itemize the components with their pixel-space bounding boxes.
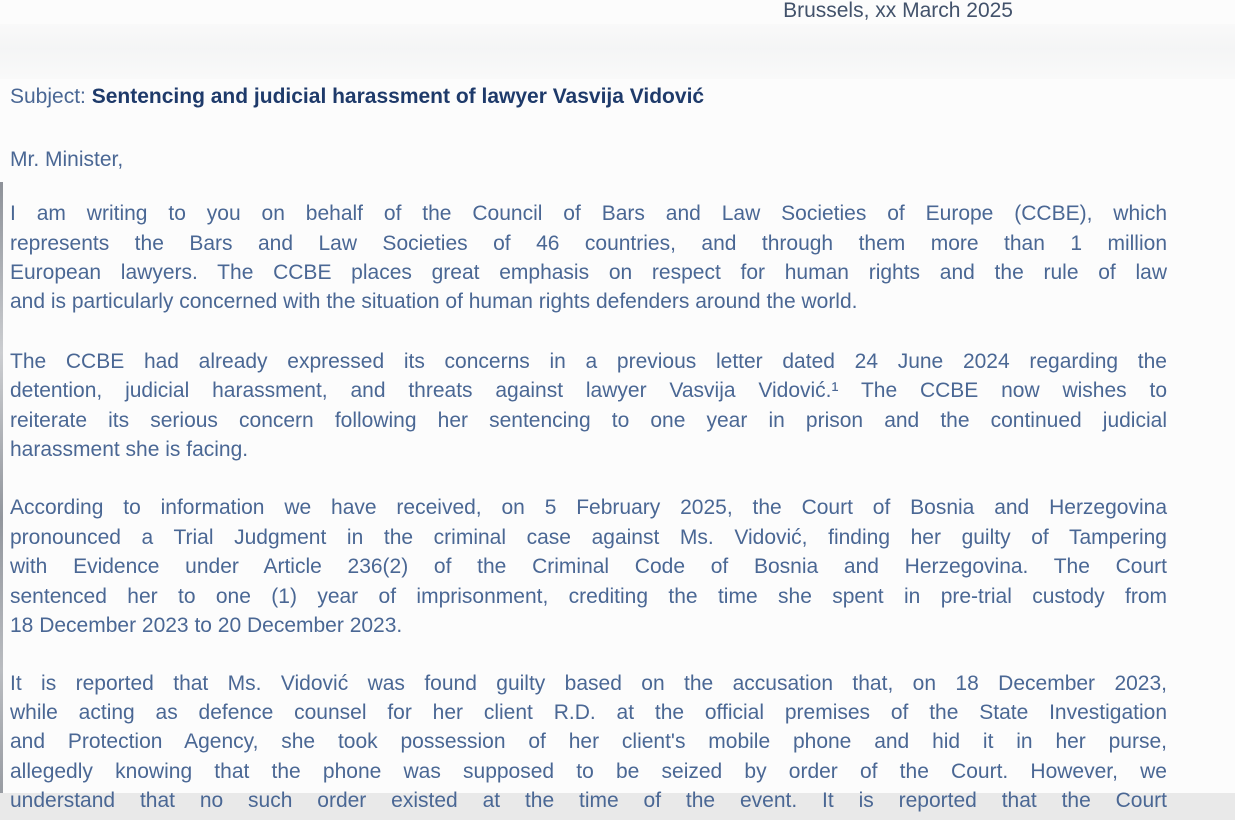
paragraph-2 — [10, 347, 1167, 465]
subject-title: Sentencing and judicial harassment of lawyer Vasvija Vidović — [91, 85, 705, 109]
text-line: The CCBE had already expressed its concerns in a previous letter dated 24 June 2024 regarding the — [10, 349, 1167, 373]
paragraph-3 — [10, 493, 1167, 640]
text-line: and Protection Agency, she took possession of her client's mobile phone and hid it in her purse, — [10, 730, 1167, 754]
subject-label: Subject: — [10, 85, 86, 109]
text-line: I am writing to you on behalf of the Council of Bars and Law Societies of Europe (CCBE), which — [10, 202, 1167, 226]
text-line: allegedly knowing that the phone was supposed to be seized by order of the Court. However, we — [10, 759, 1167, 783]
subject-line — [10, 82, 1167, 111]
text-line: European lawyers. The CCBE places great emphasis on respect for human rights and the rule of law — [10, 261, 1167, 285]
text-line: sentenced her to one (1) year of imprisonment, crediting the time she spent in pre-trial custody from — [10, 584, 1167, 608]
paragraph-1 — [10, 199, 1167, 317]
text-line: and is particularly concerned with the situation of human rights defenders around the world. — [10, 290, 858, 314]
text-line: detention, judicial harassment, and threats against lawyer Vasvija Vidović.¹ The CCBE now wishes to — [10, 379, 1167, 403]
text-line: with Evidence under Article 236(2) of the Criminal Code of Bosnia and Herzegovina. The Court — [10, 555, 1167, 579]
salutation: Mr. Minister, — [10, 147, 124, 171]
paragraph-4 — [10, 669, 1167, 816]
text-line: It is reported that Ms. Vidović was found guilty based on the accusation that, on 18 December 2023, — [10, 671, 1167, 695]
text-line: represents the Bars and Law Societies of 46 countries, and through them more than 1 million — [10, 231, 1167, 255]
text-line: 18 December 2023 to 20 December 2023. — [10, 614, 403, 638]
text-line: harassment she is facing. — [10, 438, 249, 462]
dateline: Brussels, xx March 2025 — [783, 0, 1013, 22]
text-line: reiterate its serious concern following her sentencing to one year in prison and the continued judicial — [10, 408, 1167, 432]
text-line: According to information we have received, on 5 February 2025, the Court of Bosnia and Herzegovina — [10, 496, 1167, 520]
text-line: understand that no such order existed at the time of the event. It is reported that the Court — [10, 789, 1167, 813]
text-line: while acting as defence counsel for her client R.D. at the official premises of the State Investigation — [10, 700, 1167, 724]
text-line: pronounced a Trial Judgment in the criminal case against Ms. Vidović, finding her guilty of Tampering — [10, 525, 1167, 549]
